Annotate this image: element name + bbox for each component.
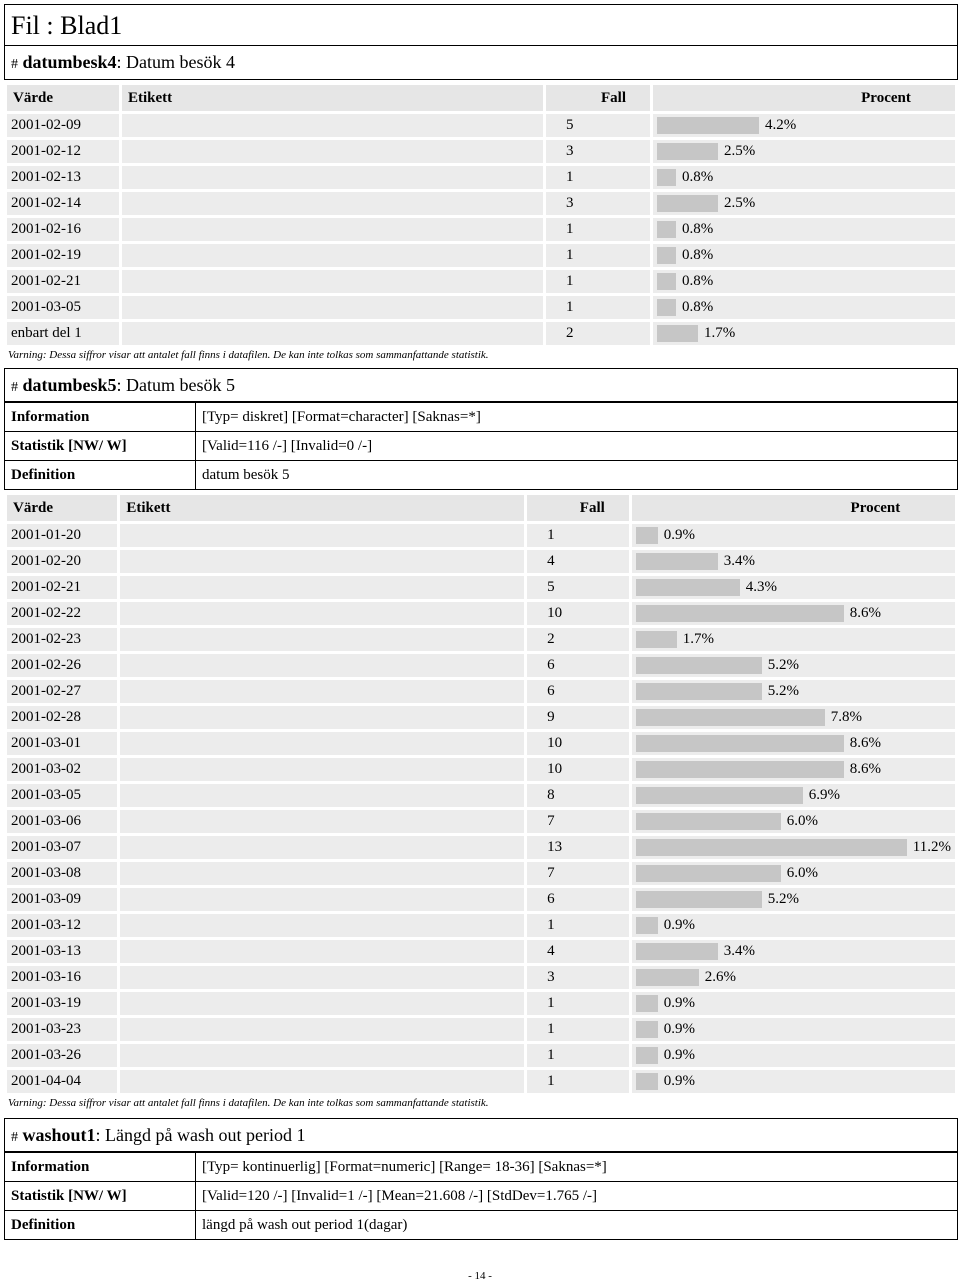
- cell-count: 10: [527, 758, 629, 781]
- percent-bar: [636, 579, 740, 596]
- percent-text: 1.7%: [704, 325, 736, 341]
- cell-count: 10: [527, 732, 629, 755]
- cell-count: 10: [527, 602, 629, 625]
- percent-bar: [636, 735, 844, 752]
- cell-percent: [632, 628, 955, 651]
- cell-percent: [632, 862, 955, 885]
- cell-value: 2001-02-26: [7, 654, 117, 677]
- cell-count: 1: [546, 218, 650, 241]
- cell-value: 2001-02-14: [7, 192, 119, 215]
- percent-text: 0.8%: [682, 247, 714, 263]
- cell-percent: [653, 140, 955, 163]
- percent-bar: [636, 631, 677, 648]
- cell-label: [122, 114, 543, 137]
- table-row: [7, 550, 955, 573]
- percent-text: 1.7%: [682, 631, 715, 647]
- info-value: [Typ= diskret] [Format=character] [Saknas=*]: [196, 403, 958, 432]
- cell-count: 3: [546, 140, 650, 163]
- cell-count: 1: [546, 296, 650, 319]
- table-row: [7, 1018, 955, 1041]
- cell-label: [120, 680, 524, 703]
- cell-value: 2001-01-20: [7, 524, 117, 547]
- cell-label: [122, 192, 543, 215]
- percent-text: 0.9%: [663, 995, 696, 1011]
- percent-bar: [657, 143, 718, 160]
- cell-label: [122, 322, 543, 345]
- table-row: [7, 966, 955, 989]
- cell-value: 2001-03-07: [7, 836, 117, 859]
- cell-value: 2001-02-22: [7, 602, 117, 625]
- percent-bar: [636, 865, 781, 882]
- cell-percent: [632, 836, 955, 859]
- percent-text: 0.9%: [663, 1021, 696, 1037]
- variable-info-table: [4, 1152, 958, 1240]
- percent-bar: [657, 195, 718, 212]
- cell-count: 1: [527, 1044, 629, 1067]
- cell-label: [120, 628, 524, 651]
- cell-percent: [653, 296, 955, 319]
- header-label: Etikett: [120, 495, 524, 521]
- table-row: [7, 628, 955, 651]
- cell-percent: [632, 550, 955, 573]
- info-row: [5, 1153, 958, 1182]
- percent-text: 2.5%: [724, 143, 756, 159]
- percent-text: 5.2%: [767, 683, 800, 699]
- cell-percent: [632, 758, 955, 781]
- cell-value: 2001-02-23: [7, 628, 117, 651]
- cell-value: 2001-03-26: [7, 1044, 117, 1067]
- table-row: [7, 192, 955, 215]
- cell-label: [120, 524, 524, 547]
- table-row: [7, 218, 955, 241]
- warning-note: Varning: Dessa siffror visar att antalet fall finns i datafilen. De kan inte tolkas som sammanfattande statistik.: [8, 1097, 489, 1109]
- cell-label: [122, 270, 543, 293]
- table-row: [7, 576, 955, 599]
- cell-value: 2001-02-09: [7, 114, 119, 137]
- cell-label: [122, 218, 543, 241]
- cell-label: [120, 940, 524, 963]
- variable-name: datumbesk5: [22, 375, 117, 395]
- cell-label: [120, 836, 524, 859]
- table-row: [7, 524, 955, 547]
- percent-text: 2.6%: [704, 969, 737, 985]
- cell-value: 2001-03-01: [7, 732, 117, 755]
- percent-bar: [636, 839, 907, 856]
- percent-text: 0.9%: [663, 917, 696, 933]
- percent-bar: [636, 657, 762, 674]
- cell-percent: [632, 1070, 955, 1093]
- header-value: Värde: [7, 495, 117, 521]
- table-row: [7, 992, 955, 1015]
- cell-label: [120, 784, 524, 807]
- table-row: [7, 140, 955, 163]
- percent-bar: [657, 299, 676, 316]
- table-row: [7, 270, 955, 293]
- table-row: [7, 680, 955, 703]
- cell-count: 5: [546, 114, 650, 137]
- info-value: [Typ= kontinuerlig] [Format=numeric] [Range= 18-36] [Saknas=*]: [196, 1153, 958, 1182]
- cell-value: enbart del 1: [7, 322, 119, 345]
- cell-percent: [632, 706, 955, 729]
- cell-percent: [632, 940, 955, 963]
- table-row: [7, 602, 955, 625]
- info-row: [5, 1211, 958, 1240]
- table-row: [7, 732, 955, 755]
- info-key: Information: [5, 1153, 196, 1182]
- section-heading: [4, 368, 958, 402]
- cell-label: [120, 758, 524, 781]
- cell-value: 2001-03-02: [7, 758, 117, 781]
- header-percent: Procent: [632, 495, 955, 521]
- cell-count: 3: [527, 966, 629, 989]
- table-row: [7, 654, 955, 677]
- cell-count: 2: [527, 628, 629, 651]
- cell-value: 2001-02-21: [7, 270, 119, 293]
- section-datumbesk4: [4, 46, 958, 362]
- cell-percent: [632, 1044, 955, 1067]
- cell-count: 1: [527, 1018, 629, 1041]
- percent-bar: [636, 527, 658, 544]
- table-row: [7, 914, 955, 937]
- hash-mark: #: [11, 380, 18, 395]
- percent-bar: [636, 891, 762, 908]
- table-row: [7, 888, 955, 911]
- cell-count: 1: [546, 244, 650, 267]
- cell-value: 2001-03-12: [7, 914, 117, 937]
- cell-value: 2001-03-23: [7, 1018, 117, 1041]
- cell-value: 2001-03-05: [7, 296, 119, 319]
- percent-bar: [636, 943, 718, 960]
- warning-note: Varning: Dessa siffror visar att antalet fall finns i datafilen. De kan inte tolkas som sammanfattande statistik.: [8, 349, 489, 361]
- cell-value: 2001-02-13: [7, 166, 119, 189]
- cell-label: [120, 602, 524, 625]
- page-number: - 14 -: [468, 1270, 492, 1282]
- cell-percent: [653, 322, 955, 345]
- variable-info-table: [4, 402, 958, 490]
- percent-bar: [657, 169, 676, 186]
- cell-count: 8: [527, 784, 629, 807]
- cell-percent: [653, 244, 955, 267]
- cell-percent: [653, 114, 955, 137]
- percent-bar: [636, 605, 844, 622]
- cell-percent: [632, 1018, 955, 1041]
- percent-bar: [657, 273, 676, 290]
- cell-percent: [632, 680, 955, 703]
- percent-bar: [657, 247, 676, 264]
- percent-text: 11.2%: [912, 839, 951, 855]
- cell-value: 2001-03-06: [7, 810, 117, 833]
- table-row: [7, 322, 955, 345]
- cell-count: 6: [527, 888, 629, 911]
- info-row: [5, 1182, 958, 1211]
- percent-text: 0.8%: [682, 299, 714, 315]
- percent-text: 8.6%: [849, 761, 882, 777]
- cell-count: 2: [546, 322, 650, 345]
- cell-value: 2001-04-04: [7, 1070, 117, 1093]
- percent-text: 0.9%: [663, 527, 696, 543]
- cell-value: 2001-02-19: [7, 244, 119, 267]
- cell-count: 9: [527, 706, 629, 729]
- cell-value: 2001-03-09: [7, 888, 117, 911]
- cell-percent: [653, 270, 955, 293]
- cell-percent: [653, 218, 955, 241]
- header-count: Fall: [527, 495, 629, 521]
- percent-bar: [636, 683, 762, 700]
- cell-value: 2001-03-08: [7, 862, 117, 885]
- page: [4, 4, 958, 1240]
- cell-label: [120, 550, 524, 573]
- cell-count: 6: [527, 680, 629, 703]
- percent-text: 4.3%: [745, 579, 778, 595]
- cell-value: 2001-02-12: [7, 140, 119, 163]
- cell-label: [120, 1044, 524, 1067]
- info-value: [Valid=120 /-] [Invalid=1 /-] [Mean=21.608 /-] [StdDev=1.765 /-]: [196, 1182, 958, 1211]
- cell-count: 1: [546, 166, 650, 189]
- percent-bar: [636, 1047, 658, 1064]
- cell-label: [120, 1018, 524, 1041]
- percent-text: 3.4%: [723, 553, 756, 569]
- cell-percent: [632, 524, 955, 547]
- table-row: [7, 810, 955, 833]
- percent-bar: [636, 917, 658, 934]
- hash-mark: #: [11, 1130, 18, 1145]
- cell-value: 2001-02-21: [7, 576, 117, 599]
- section-washout1: [4, 1118, 958, 1240]
- cell-label: [120, 732, 524, 755]
- cell-percent: [632, 732, 955, 755]
- cell-label: [120, 576, 524, 599]
- cell-percent: [632, 992, 955, 1015]
- cell-label: [120, 888, 524, 911]
- section-heading: [4, 46, 958, 80]
- info-key: Information: [5, 403, 196, 432]
- cell-value: 2001-03-13: [7, 940, 117, 963]
- cell-value: 2001-03-05: [7, 784, 117, 807]
- cell-count: 1: [527, 524, 629, 547]
- cell-count: 7: [527, 862, 629, 885]
- percent-text: 0.8%: [682, 273, 714, 289]
- variable-label: : Datum besök 4: [116, 52, 236, 72]
- info-value: [Valid=116 /-] [Invalid=0 /-]: [196, 432, 958, 461]
- cell-label: [120, 914, 524, 937]
- percent-bar: [636, 1073, 658, 1090]
- info-value: datum besök 5: [196, 461, 958, 490]
- percent-bar: [636, 553, 718, 570]
- percent-bar: [636, 813, 781, 830]
- cell-label: [122, 166, 543, 189]
- cell-percent: [632, 810, 955, 833]
- info-value: längd på wash out period 1(dagar): [196, 1211, 958, 1240]
- percent-text: 6.0%: [786, 865, 819, 881]
- percent-text: 0.9%: [663, 1073, 696, 1089]
- cell-value: 2001-02-16: [7, 218, 119, 241]
- cell-count: 1: [527, 1070, 629, 1093]
- percent-text: 0.8%: [682, 221, 714, 237]
- percent-text: 0.9%: [663, 1047, 696, 1063]
- info-key: Definition: [5, 461, 196, 490]
- cell-value: 2001-03-16: [7, 966, 117, 989]
- table-row: [7, 1070, 955, 1093]
- percent-text: 0.8%: [682, 169, 714, 185]
- cell-percent: [632, 654, 955, 677]
- cell-count: 4: [527, 550, 629, 573]
- table-row: [7, 836, 955, 859]
- cell-value: 2001-03-19: [7, 992, 117, 1015]
- header-label: Etikett: [122, 85, 543, 111]
- table-row: [7, 244, 955, 267]
- percent-text: 6.0%: [786, 813, 819, 829]
- cell-label: [122, 244, 543, 267]
- cell-label: [120, 992, 524, 1015]
- variable-label: : Datum besök 5: [116, 375, 236, 395]
- cell-value: 2001-02-20: [7, 550, 117, 573]
- cell-count: 1: [527, 914, 629, 937]
- info-row: [5, 432, 958, 461]
- cell-percent: [632, 966, 955, 989]
- cell-label: [120, 654, 524, 677]
- percent-bar: [657, 221, 676, 238]
- info-key: Definition: [5, 1211, 196, 1240]
- info-row: [5, 461, 958, 490]
- cell-label: [120, 1070, 524, 1093]
- cell-count: 1: [527, 992, 629, 1015]
- percent-text: 2.5%: [724, 195, 756, 211]
- variable-name: washout1: [22, 1125, 96, 1145]
- percent-bar: [636, 995, 658, 1012]
- header-count: Fall: [546, 85, 650, 111]
- cell-count: 1: [546, 270, 650, 293]
- frequency-table: [4, 492, 958, 1096]
- variable-label: : Längd på wash out period 1: [95, 1125, 306, 1145]
- cell-percent: [632, 576, 955, 599]
- cell-percent: [632, 914, 955, 937]
- cell-label: [120, 862, 524, 885]
- cell-label: [122, 296, 543, 319]
- cell-label: [122, 140, 543, 163]
- cell-value: 2001-02-28: [7, 706, 117, 729]
- info-key: Statistik [NW/ W]: [5, 1182, 196, 1211]
- table-row: [7, 784, 955, 807]
- percent-bar: [636, 1021, 658, 1038]
- section-datumbesk5: [4, 368, 958, 1110]
- cell-count: 13: [527, 836, 629, 859]
- percent-bar: [636, 761, 844, 778]
- table-row: [7, 862, 955, 885]
- cell-count: 7: [527, 810, 629, 833]
- percent-bar: [657, 117, 759, 134]
- table-header-row: [7, 495, 955, 521]
- percent-text: 8.6%: [849, 735, 882, 751]
- hash-mark: #: [11, 57, 18, 72]
- cell-percent: [632, 602, 955, 625]
- table-row: [7, 758, 955, 781]
- cell-percent: [653, 166, 955, 189]
- cell-value: 2001-02-27: [7, 680, 117, 703]
- percent-text: 7.8%: [830, 709, 863, 725]
- section-heading: [4, 1118, 958, 1152]
- cell-count: 3: [546, 192, 650, 215]
- table-row: [7, 1044, 955, 1067]
- cell-count: 4: [527, 940, 629, 963]
- percent-text: 4.2%: [765, 117, 797, 133]
- cell-label: [120, 966, 524, 989]
- cell-percent: [632, 784, 955, 807]
- percent-bar: [636, 709, 825, 726]
- percent-text: 5.2%: [767, 657, 800, 673]
- percent-bar: [636, 969, 699, 986]
- percent-text: 8.6%: [849, 605, 882, 621]
- variable-name: datumbesk4: [22, 52, 117, 72]
- table-row: [7, 296, 955, 319]
- cell-label: [120, 706, 524, 729]
- cell-percent: [653, 192, 955, 215]
- percent-bar: [636, 787, 803, 804]
- info-row: [5, 403, 958, 432]
- table-row: [7, 114, 955, 137]
- table-row: [7, 940, 955, 963]
- page-title: Fil : Blad1: [4, 4, 958, 46]
- percent-bar: [657, 325, 698, 342]
- percent-text: 6.9%: [808, 787, 841, 803]
- info-key: Statistik [NW/ W]: [5, 432, 196, 461]
- cell-count: 5: [527, 576, 629, 599]
- table-row: [7, 706, 955, 729]
- table-header-row: [7, 85, 955, 111]
- cell-count: 6: [527, 654, 629, 677]
- percent-text: 5.2%: [767, 891, 800, 907]
- cell-percent: [632, 888, 955, 911]
- frequency-table: [4, 82, 958, 348]
- cell-label: [120, 810, 524, 833]
- sections-container: [4, 46, 958, 1240]
- percent-text: 3.4%: [723, 943, 756, 959]
- header-percent: Procent: [653, 85, 955, 111]
- table-row: [7, 166, 955, 189]
- header-value: Värde: [7, 85, 119, 111]
